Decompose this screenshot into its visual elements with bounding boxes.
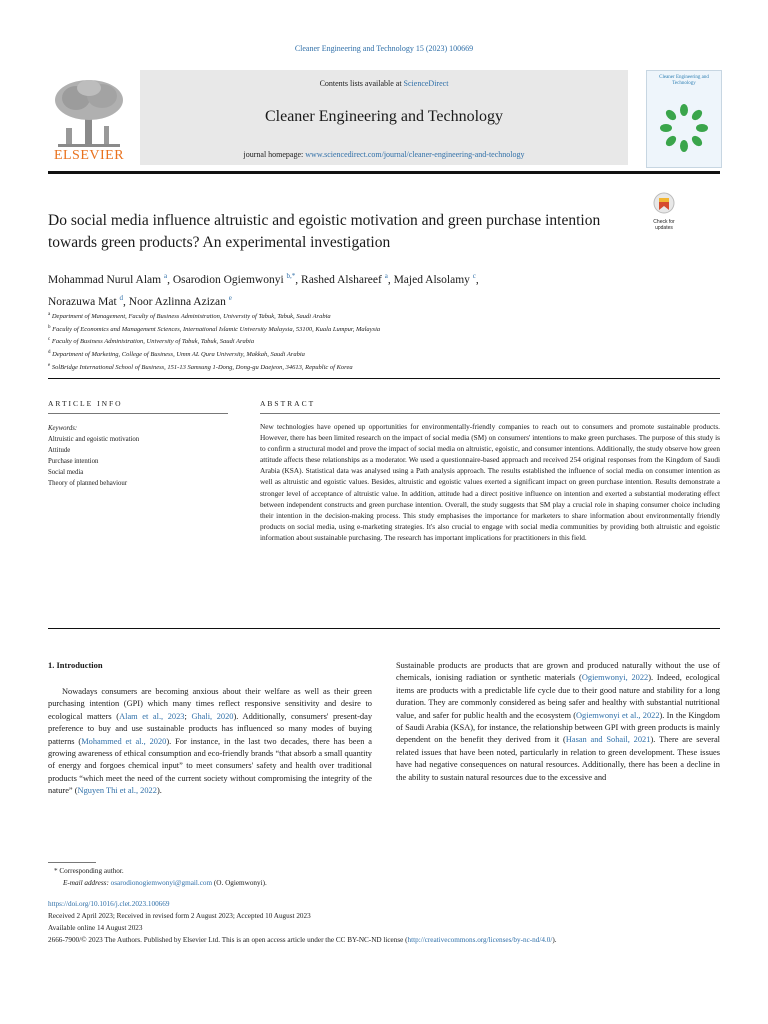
doi-link[interactable] — [48, 899, 169, 910]
affiliation-mark: b — [48, 324, 51, 330]
license-note — [48, 935, 720, 946]
crossmark-badge[interactable] — [648, 192, 680, 231]
journal-title[interactable]: Cleaner Engineering and Technology — [264, 108, 504, 125]
affiliation-item — [48, 335, 708, 348]
article-title: Do social media influence altruistic and egoistic motivation and green purchase intention towards green products? An experimental investigation — [48, 212, 601, 251]
cover-title: Cleaner Engineering and Technology — [659, 75, 709, 86]
crossmark-label: Check for updates — [653, 219, 675, 231]
body-text: ; — [184, 711, 192, 721]
intro-column-right — [396, 660, 720, 784]
crossmark-icon — [648, 192, 680, 214]
introduction-heading: 1. Introduction — [48, 660, 103, 670]
contents-line — [140, 79, 628, 88]
body-text: ). In the Kingdom of Saudi Arabia (KSA), for instance, the relationship between GPI with green products is mainly dependent on the benefit they derived from it ( — [396, 710, 720, 745]
license-suffix: ). — [552, 936, 557, 944]
author-affiliation-mark[interactable]: a — [163, 272, 168, 280]
elsevier-wordmark: ELSEVIER — [53, 148, 125, 163]
body-text: ). There are several related issues that have been noted, particularly in relation to green development. These issues have had negative consequences on natural resources. Additionally, there has been a decline in the ability to sustain natural resources due to the excessive and — [396, 735, 720, 782]
affiliation-item — [48, 310, 708, 323]
received-dates: Received 2 April 2023; Received in revised form 2 August 2023; Accepted 10 August 2023 — [48, 912, 311, 920]
keywords-label: Keywords: — [48, 425, 78, 432]
section-rule — [48, 628, 720, 629]
corresponding-author-note: * Corresponding author. — [54, 867, 124, 875]
author-name[interactable]: Noor Azlinna Azizan — [128, 295, 226, 308]
citation-link[interactable]: Nguyen Thi et al., 2022 — [77, 786, 157, 796]
keywords-block — [48, 423, 238, 489]
homepage-label: journal homepage: — [243, 150, 306, 159]
body-text: ). Indeed, ecological items are products with a predictable life cycle due to their good nature and stability for a long duration. They are commonly considered as being safer and healthy with substantial nutritional value, and safer for public health and the ecosystem ( — [396, 673, 721, 720]
journal-banner — [140, 70, 628, 165]
keyword-item: Social media — [48, 469, 84, 476]
cover-petal-icon — [659, 103, 709, 153]
author-affiliation-mark[interactable]: e — [228, 293, 232, 302]
sciencedirect-link[interactable]: ScienceDirect — [403, 79, 449, 88]
keyword-item: Purchase intention — [48, 458, 99, 465]
available-online: Available online 14 August 2023 — [48, 924, 143, 932]
email-suffix: (O. Ogiemwonyi). — [212, 879, 267, 887]
affiliation-item — [48, 323, 708, 336]
author-name[interactable]: Rashed Alshareef — [301, 273, 382, 286]
citation-link[interactable]: Ogiemwonyi, 2022 — [581, 673, 649, 683]
body-text: ). For instance, in the last two decades, there has been a growing awareness of ethical consumption and eco-friendly brands “that absorb a small quantity of energy and forgoes chemical input” to meet consumers' safety and health over traditional products “which meet the need of the current society without compromising the integrity of the nature” ( — [48, 736, 373, 796]
email-note — [63, 878, 267, 889]
license-text: 2666-7900/© 2023 The Authors. Published by Elsevier Ltd. This is an open access article under the CC BY-NC-ND license ( — [48, 936, 408, 944]
contents-prefix: Contents lists available at — [319, 79, 404, 88]
author-name[interactable]: Norazuwa Mat — [48, 295, 117, 308]
journal-cover-thumbnail[interactable] — [646, 70, 722, 168]
abstract-text: New technologies have opened up opportunities for environmentally-friendly companies to reach out to consumers and promote sustainable products. However, there has been limited research on the impact of social media (SM) on consumers' intentions to make green purchases. The purpose of this study is to confirm a structural model and prove the impact of social media on altruistic, egoistic, and consumer intentions. Additionally, the study observe how green attitude affects these relationships as a moderator. We used a questionnaire-based approach and received 254 original responses from the Kingdom of Saudi Arabia (KSA). Statistical data was analysed using a Path analysis approach. The results established the influence of social media on consumer intention as well as altruistic and egoistic values. Besides, altruistic and egoistic values exerted a significant impact on green purchase intention. Results demonstrate a stronger level of acceptance of altruistic value. In addition, attitude had a direct positive influence on intention and exerted a substantial moderating effect between independent constructs and green purchase intention. Overall, the study suggests that SM play a crucial role in shaping consumer choice including their intention in the decision-making process. This study emphasises the importance for marketers to share information about environmentally friendly products on social media, using e-marketing strategies. It's also crucial to engage with social media communities by providing both altruistic and egoistic information about sustainable purchasing. The research has important implications for practitioners in this field. — [260, 422, 720, 542]
homepage-link[interactable]: www.sciencedirect.com/journal/cleaner-engineering-and-technology — [305, 150, 525, 159]
doi-url[interactable]: https://doi.org/10.1016/j.clet.2023.100669 — [48, 900, 170, 908]
citation-link[interactable]: Hasan and Sohail, 2021 — [565, 735, 651, 745]
abstract-heading: ABSTRACT — [260, 399, 316, 408]
author-affiliation-mark[interactable]: d — [119, 293, 124, 302]
intro-column-left — [48, 686, 372, 798]
author-name[interactable]: Majed Alsolamy — [393, 273, 470, 286]
affiliation-mark: d — [48, 349, 51, 355]
journal-homepage-line — [140, 150, 628, 159]
author-affiliation-mark[interactable]: a — [384, 272, 388, 280]
email-label: E-mail address: — [63, 879, 111, 887]
author-name[interactable]: Mohammad Nurul Alam — [48, 273, 162, 286]
affiliation-mark: c — [48, 337, 51, 343]
affiliation-text: Faculty of Business Administration, University of Tabuk, Tabuk, Saudi Arabia — [51, 338, 255, 346]
affiliation-text: Faculty of Economics and Management Sciences, International Islamic University Malaysia, 53100, Kuala Lumpur, Malaysia — [52, 325, 381, 333]
author-list: Mohammad Nurul Alam $^a$, Osarodion Ogiemwonyi $^{b,*}$, Rashed Alshareef $^a$, Majed Alsolamy $^c$, Norazuwa Mat $^d$, Noor Azlinna Azizan $^e$ — [48, 272, 479, 308]
body-text: Sustainable products are products that are grown and produced naturally without the use of chemicals, ionising radiation or synthetic materials ( — [396, 661, 720, 683]
author-affiliation-mark[interactable]: c — [472, 272, 476, 280]
affiliation-mark: e — [48, 362, 51, 368]
keyword-item: Theory of planned behaviour — [48, 480, 128, 487]
affiliation-text: Department of Management, Faculty of Business Administration, University of Tabuk, Tabuk, Saudi Arabia — [51, 313, 331, 321]
affiliation-text: SolBridge International School of Business, 151-13 Samsung 1-Dong, Dong-gu Daejeon, 34613, Republic of Korea — [51, 363, 353, 371]
author-name[interactable]: Osarodion Ogiemwonyi — [172, 273, 284, 286]
body-text: Nowadays consumers are becoming anxious about their welfare as well as their green purchasing intention (GPI) which many times reflect responsive sensitivity and desire to ecological matters ( — [48, 687, 372, 721]
article-info-heading: ARTICLE INFO — [48, 399, 123, 408]
citation-link[interactable]: Ogiemwonyi et al., 2022 — [576, 710, 660, 720]
affiliation-mark: a — [48, 312, 51, 317]
header-rule — [48, 171, 720, 174]
author-affiliation-mark[interactable]: b,* — [286, 272, 296, 280]
email-link[interactable]: osarodionogiemwonyi@gmail.com — [110, 879, 213, 887]
body-text: ). — [156, 786, 162, 796]
keyword-item: Altruistic and egoistic motivation — [48, 436, 140, 443]
affiliation-text: Department of Marketing, College of Business, Umm AL Qura University, Makkah, Saudi Arabia — [52, 351, 305, 359]
license-link[interactable]: http://creativecommons.org/licenses/by-nc-nd/4.0/ — [407, 936, 553, 944]
abstract-rule — [260, 413, 720, 414]
tree-icon — [48, 78, 130, 150]
affiliation-list — [48, 310, 708, 373]
body-text: ). Additionally, consumers' present-day preference to buy and use sustainable products has influenced so many modes of buying patterns ( — [48, 711, 373, 746]
citation-link[interactable]: Alam et al., 2023 — [119, 711, 185, 721]
citation-link[interactable]: Ghali, 2020 — [191, 711, 234, 721]
citation-link[interactable]: Mohammed et al., 2020 — [81, 736, 167, 746]
journal-masthead — [48, 70, 628, 168]
affiliation-item — [48, 361, 708, 374]
section-rule — [48, 378, 720, 379]
journal-citation-line[interactable]: Cleaner Engineering and Technology 15 (2023) 100669 — [294, 44, 474, 53]
affiliation-item — [48, 348, 708, 361]
article-info-rule — [48, 413, 228, 414]
footnote-rule — [48, 862, 96, 863]
keyword-item: Attitude — [48, 447, 71, 454]
